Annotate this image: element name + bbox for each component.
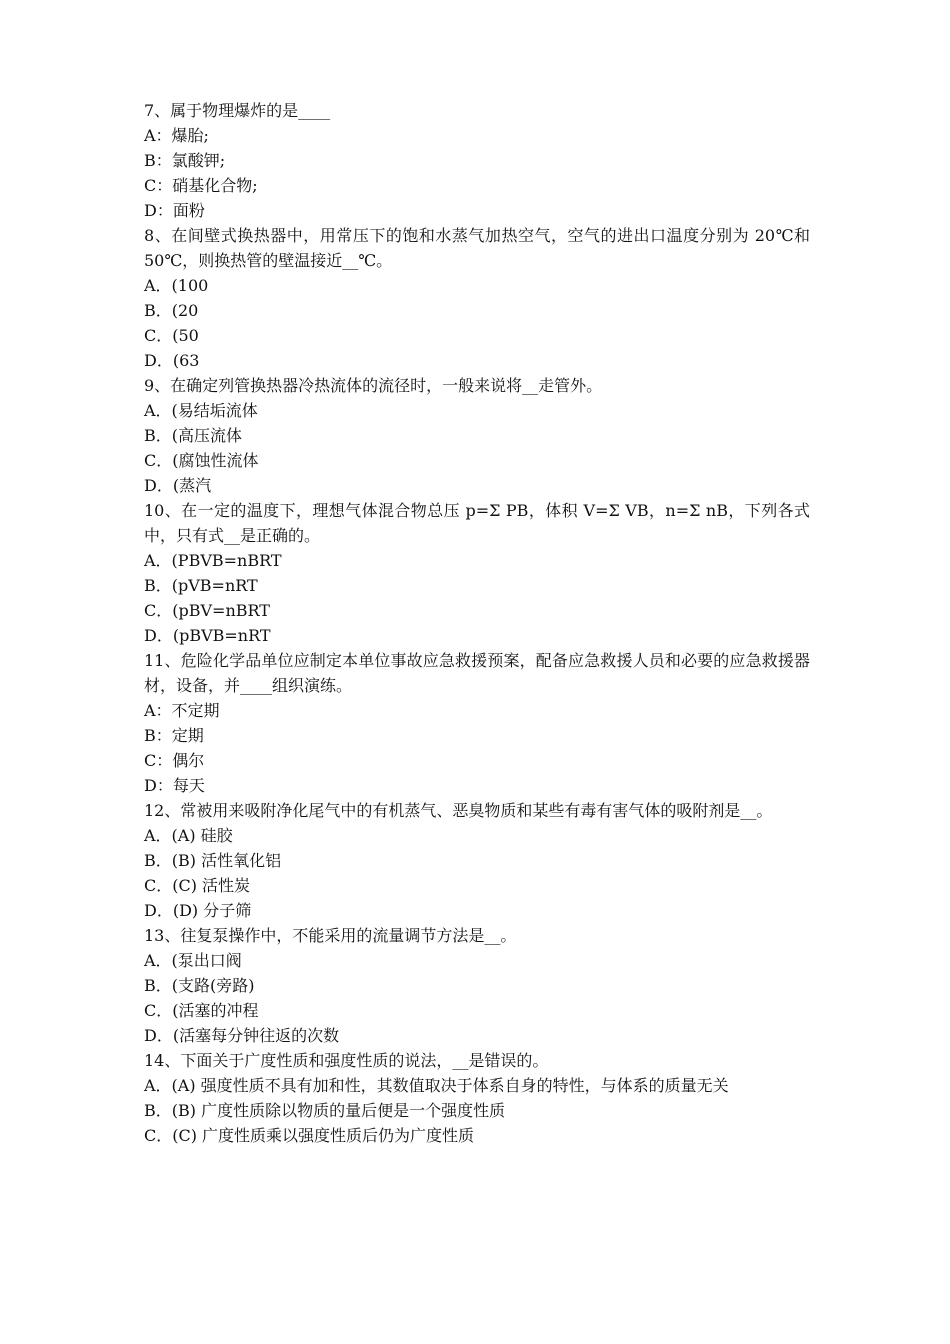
- option-b: B：定期: [144, 726, 204, 745]
- question-text: 11、危险化学品单位应制定本单位事故应急救援预案，配备应急救援人员和必要的应急救援器材，设备，并____组织演练。: [144, 651, 810, 695]
- option-b: B．(B) 广度性质除以物质的量后便是一个强度性质: [144, 1101, 506, 1120]
- option-b: B．(B) 活性氧化铝: [144, 851, 282, 870]
- option-c: C．(腐蚀性流体: [144, 451, 259, 470]
- option-a: A．(100: [144, 276, 209, 295]
- question-11: [144, 648, 810, 798]
- option-c: C：硝基化合物;: [144, 176, 258, 195]
- option-c: C．(C) 广度性质乘以强度性质后仍为广度性质: [144, 1126, 475, 1145]
- question-9: [144, 373, 810, 498]
- question-8: [144, 223, 810, 373]
- question-text: 14、下面关于广度性质和强度性质的说法，__是错误的。: [144, 1051, 549, 1070]
- question-text: 8、在间壁式换热器中，用常压下的饱和水蒸气加热空气，空气的进出口温度分别为 20℃和 50℃，则换热管的壁温接近__℃。: [144, 226, 810, 270]
- option-a: A：不定期: [144, 701, 220, 720]
- question-text: 9、在确定列管换热器冷热流体的流径时，一般来说将__走管外。: [144, 376, 603, 395]
- option-b: B．(pVB=nRT: [144, 576, 258, 595]
- option-c: C：偶尔: [144, 751, 205, 770]
- question-12: [144, 798, 810, 923]
- option-d: D．(pBVB=nRT: [144, 626, 271, 645]
- question-text: 12、常被用来吸附净化尾气中的有机蒸气、恶臭物质和某些有毒有害气体的吸附剂是__。: [144, 801, 773, 820]
- question-7: [144, 98, 810, 223]
- document-page: [144, 98, 810, 1148]
- option-b: B．(20: [144, 301, 199, 320]
- option-c: C．(C) 活性炭: [144, 876, 251, 895]
- question-text: 7、属于物理爆炸的是____: [144, 101, 331, 120]
- option-a: A：爆胎;: [144, 126, 209, 145]
- question-10: [144, 498, 810, 648]
- option-a: A．(A) 强度性质不具有加和性，其数值取决于体系自身的特性，与体系的质量无关: [144, 1076, 729, 1095]
- question-13: [144, 923, 810, 1048]
- question-text: 13、往复泵操作中，不能采用的流量调节方法是__。: [144, 926, 517, 945]
- option-c: C．(50: [144, 326, 199, 345]
- option-c: C．(pBV=nBRT: [144, 601, 270, 620]
- option-b: B．(支路(旁路): [144, 976, 255, 995]
- question-text: 10、在一定的温度下，理想气体混合物总压 p=Σ PB，体积 V=Σ VB，n=Σ nB，下列各式中，只有式__是正确的。: [144, 501, 810, 545]
- option-d: D．(蒸汽: [144, 476, 212, 495]
- option-d: D．(D) 分子筛: [144, 901, 252, 920]
- question-14: [144, 1048, 810, 1148]
- option-a: A．(泵出口阀: [144, 951, 242, 970]
- option-b: B：氯酸钾;: [144, 151, 226, 170]
- option-d: D：面粉: [144, 201, 205, 220]
- option-d: D：每天: [144, 776, 205, 795]
- option-b: B．(高压流体: [144, 426, 243, 445]
- option-d: D．(活塞每分钟往返的次数: [144, 1026, 340, 1045]
- option-a: A．(PBVB=nBRT: [144, 551, 282, 570]
- option-a: A．(A) 硅胶: [144, 826, 233, 845]
- option-a: A．(易结垢流体: [144, 401, 258, 420]
- option-d: D．(63: [144, 351, 200, 370]
- option-c: C．(活塞的冲程: [144, 1001, 259, 1020]
